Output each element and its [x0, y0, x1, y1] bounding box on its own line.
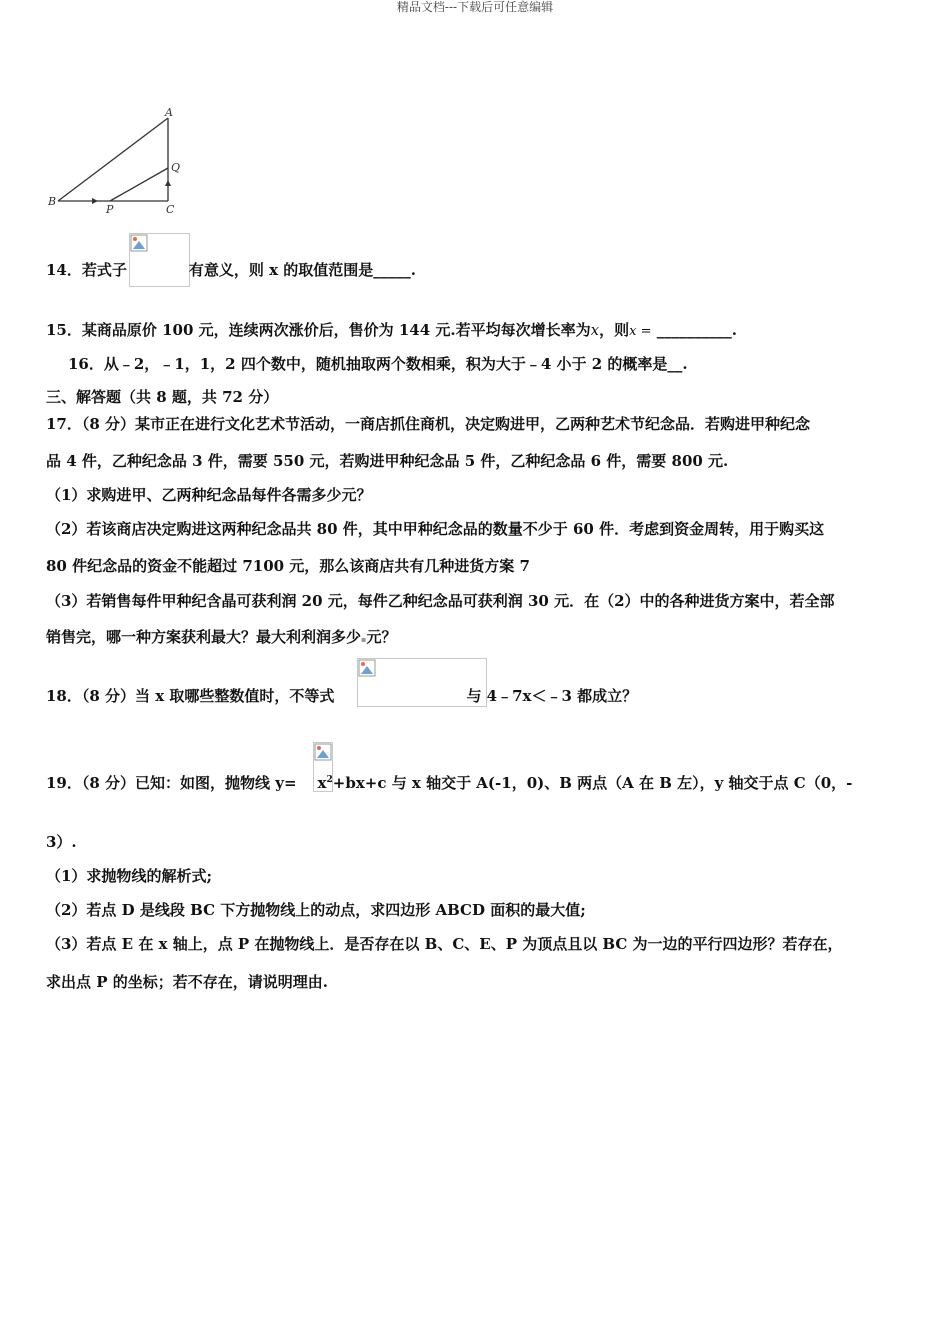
segment-BA — [58, 118, 168, 201]
question-16: 16．从﹣2，﹣1，1，2 四个数中，随机抽取两个数相乘，积为大于﹣4 小于 2 的概率是__. — [68, 355, 688, 373]
triangle-figure — [40, 106, 190, 218]
question-17-part-3a: （3）若销售每件甲种纪含晶可获利润 20 元，每件乙种纪念品可获利润 30 元．在（2）中的各种进货方案中，若全部 — [46, 592, 835, 610]
section-heading: 三、解答题（共 8 题，共 72 分） — [46, 388, 279, 406]
question-14: 14．若式子 有意义，则 x 的取值范围是_____. — [46, 261, 416, 279]
label-A: A — [165, 106, 173, 119]
question-19-line-2: 3）. — [46, 833, 77, 851]
broken-image-icon — [358, 659, 376, 677]
arrow-on-BC — [92, 198, 98, 204]
question-17-part-2a: （2）若该商店决定购进这两种纪念品共 80 件，其中甲种纪念品的数量不少于 60 件．考虑到资金周转，用于购买这 — [46, 520, 825, 538]
question-17-part-3b: 销售完，哪一种方案获利最大？最大利利润多少▪元？ — [46, 628, 397, 646]
question-17-part-2b: 80 件纪念品的资金不能超过 7100 元，那么该商店共有几种进货方案 7 — [46, 557, 530, 575]
label-C: C — [166, 203, 175, 216]
question-17-part-1: （1）求购进甲、乙两种纪念品每件各需多少元？ — [46, 486, 372, 504]
question-19-line-1: 19．（8 分）已知：如图，抛物线 $y= x^2+bx+c$ 与 x 轴交于 A(-1，0)、B 两点（A 在 B 左），y 轴交于点 C（0，- — [46, 774, 853, 792]
answer-blank: __________ — [656, 321, 732, 339]
question-19-part-3b: 求出点 P 的坐标；若不存在，请说明理由. — [46, 973, 328, 991]
question-19-part-3a: （3）若点 E 在 x 轴上，点 P 在抛物线上．是否存在以 B、C、E、P 为顶点且以 BC 为一边的平行四边形？若存在， — [46, 935, 843, 953]
question-19-part-2: （2）若点 D 是线段 BC 下方抛物线上的动点，求四边形 ABCD 面积的最大值; — [46, 901, 586, 919]
broken-image-icon — [314, 743, 332, 761]
page-header: 精品文档---下载后可任意编辑 — [396, 0, 554, 14]
arrow-on-CQ — [165, 180, 171, 186]
segment-PQ — [110, 168, 168, 201]
label-Q: Q — [171, 161, 181, 174]
question-17-line-1: 17．（8 分）某市正在进行文化艺术节活动，一商店抓住商机，决定购进甲，乙两种艺术节纪念品．若购进甲种纪念 — [46, 415, 811, 433]
question-17-line-2: 品 4 件，乙种纪念品 3 件，需要 550 元，若购进甲种纪念品 5 件，乙种纪念品 6 件，需要 800 元. — [46, 452, 729, 470]
question-19-part-1: （1）求抛物线的解析式; — [46, 867, 212, 885]
label-B: B — [48, 195, 57, 208]
question-15: 15．某商品原价 100 元，连续两次涨价后，售价为 144 元.若平均每次增长率为x，则x = __________. — [46, 321, 737, 339]
answer-blank: __ — [667, 355, 683, 373]
answer-blank: _____ — [373, 261, 411, 279]
broken-image-icon — [130, 234, 148, 252]
label-P: P — [106, 203, 114, 216]
question-18: 18．（8 分）当 x 取哪些整数值时，不等式 与 4﹣7x＜﹣3 都成立？ — [46, 687, 638, 705]
